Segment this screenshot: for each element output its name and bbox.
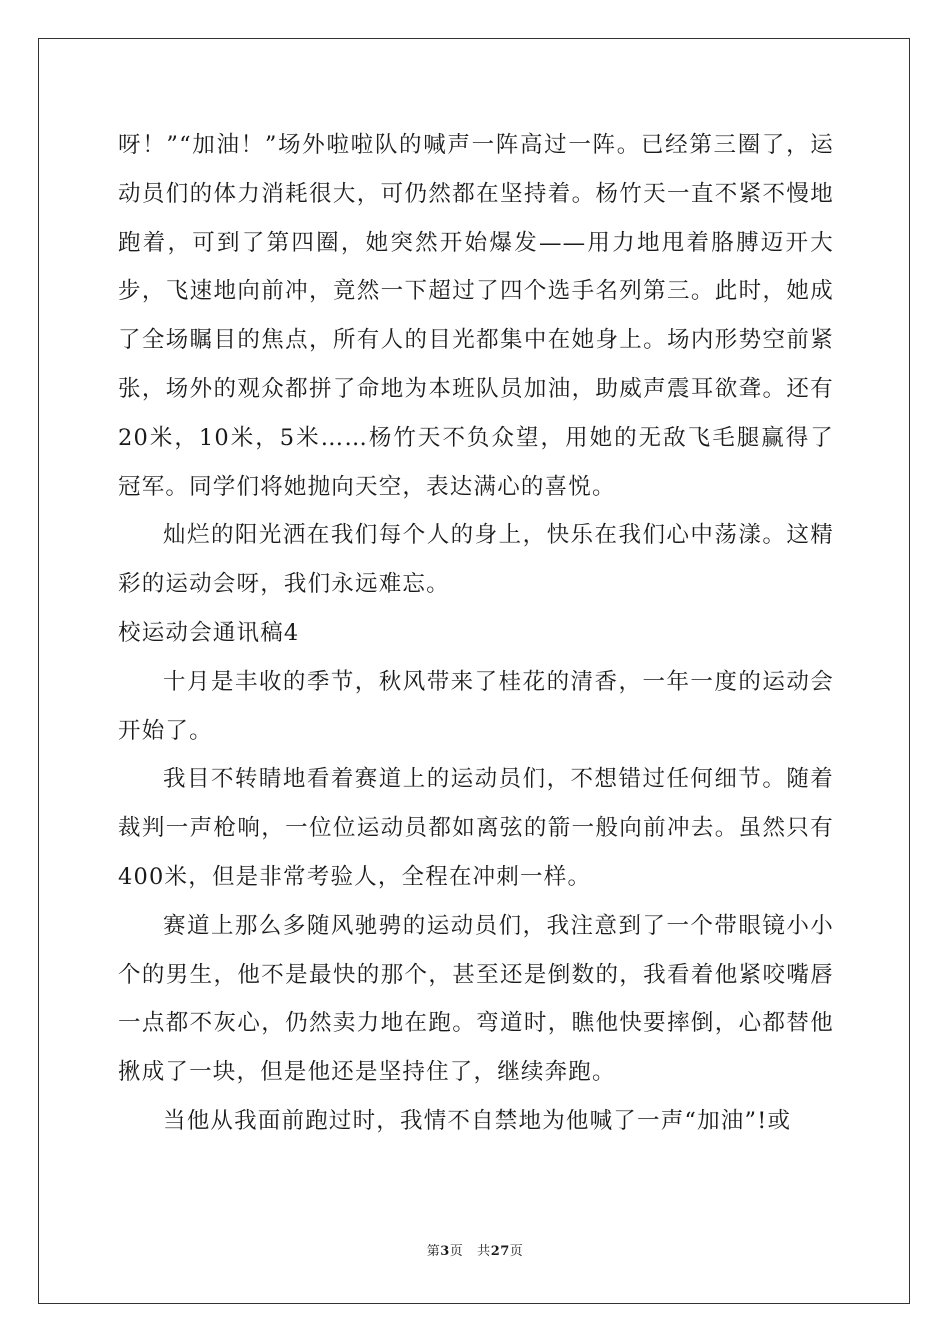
footer-prefix: 第 bbox=[426, 1244, 441, 1259]
paragraph: 我目不转睛地看着赛道上的运动员们，不想错过任何细节。随着裁判一声枪响，一位位运动员都如离弦的箭一般向前冲去。虽然只有400米，但是非常考验人，全程在冲刺一样。 bbox=[118, 766, 834, 890]
paragraph: 当他从我面前跑过时，我情不自禁地为他喊了一声“加油”!或 bbox=[163, 1107, 792, 1134]
footer-page-suffix: 页 bbox=[449, 1244, 464, 1259]
paragraph: 赛道上那么多随风驰骋的运动员们，我注意到了一个带眼镜小小个的男生，他不是最快的那个，甚至还是倒数的，我看着他紧咬嘴唇一点都不灰心，仍然卖力地在跑。弯道时，瞧他快要摔倒，心都替他揪成了一块，但是他还是坚持住了，继续奔跑。 bbox=[118, 912, 834, 1086]
section-heading: 校运动会通讯稿4 bbox=[118, 619, 300, 646]
footer-total-prefix: 共 bbox=[477, 1244, 491, 1259]
page-footer bbox=[0, 1240, 950, 1259]
current-page-number: 3 bbox=[440, 1244, 450, 1259]
paragraph: 灿烂的阳光洒在我们每个人的身上，快乐在我们心中荡漾。这精彩的运动会呀，我们永远难忘。 bbox=[118, 522, 834, 598]
paragraph: 十月是丰收的季节，秋风带来了桂花的清香，一年一度的运动会开始了。 bbox=[118, 668, 834, 744]
paragraph-continuation: 呀！”“加油！”场外啦啦队的喊声一阵高过一阵。已经第三圈了，运动员们的体力消耗很大，可仍然都在坚持着。杨竹天一直不紧不慢地跑着，可到了第四圈，她突然开始爆发——用力地甩着胳膊迈开大步，飞速地向前冲，竟然一下超过了四个选手名列第三。此时，她成了全场瞩目的焦点，所有人的目光都集中在她身上。场内形势空前紧张，场外的观众都拼了命地为本班队员加油，助威声震耳欲聋。还有20米，10米，5米……杨竹天不负众望，用她的无敌飞毛腿赢得了冠军。同学们将她抛向天空，表达满心的喜悦。 bbox=[118, 132, 834, 500]
total-pages-number: 27 bbox=[490, 1244, 510, 1259]
footer-total-suffix: 页 bbox=[509, 1244, 524, 1259]
document-body bbox=[118, 121, 834, 1146]
